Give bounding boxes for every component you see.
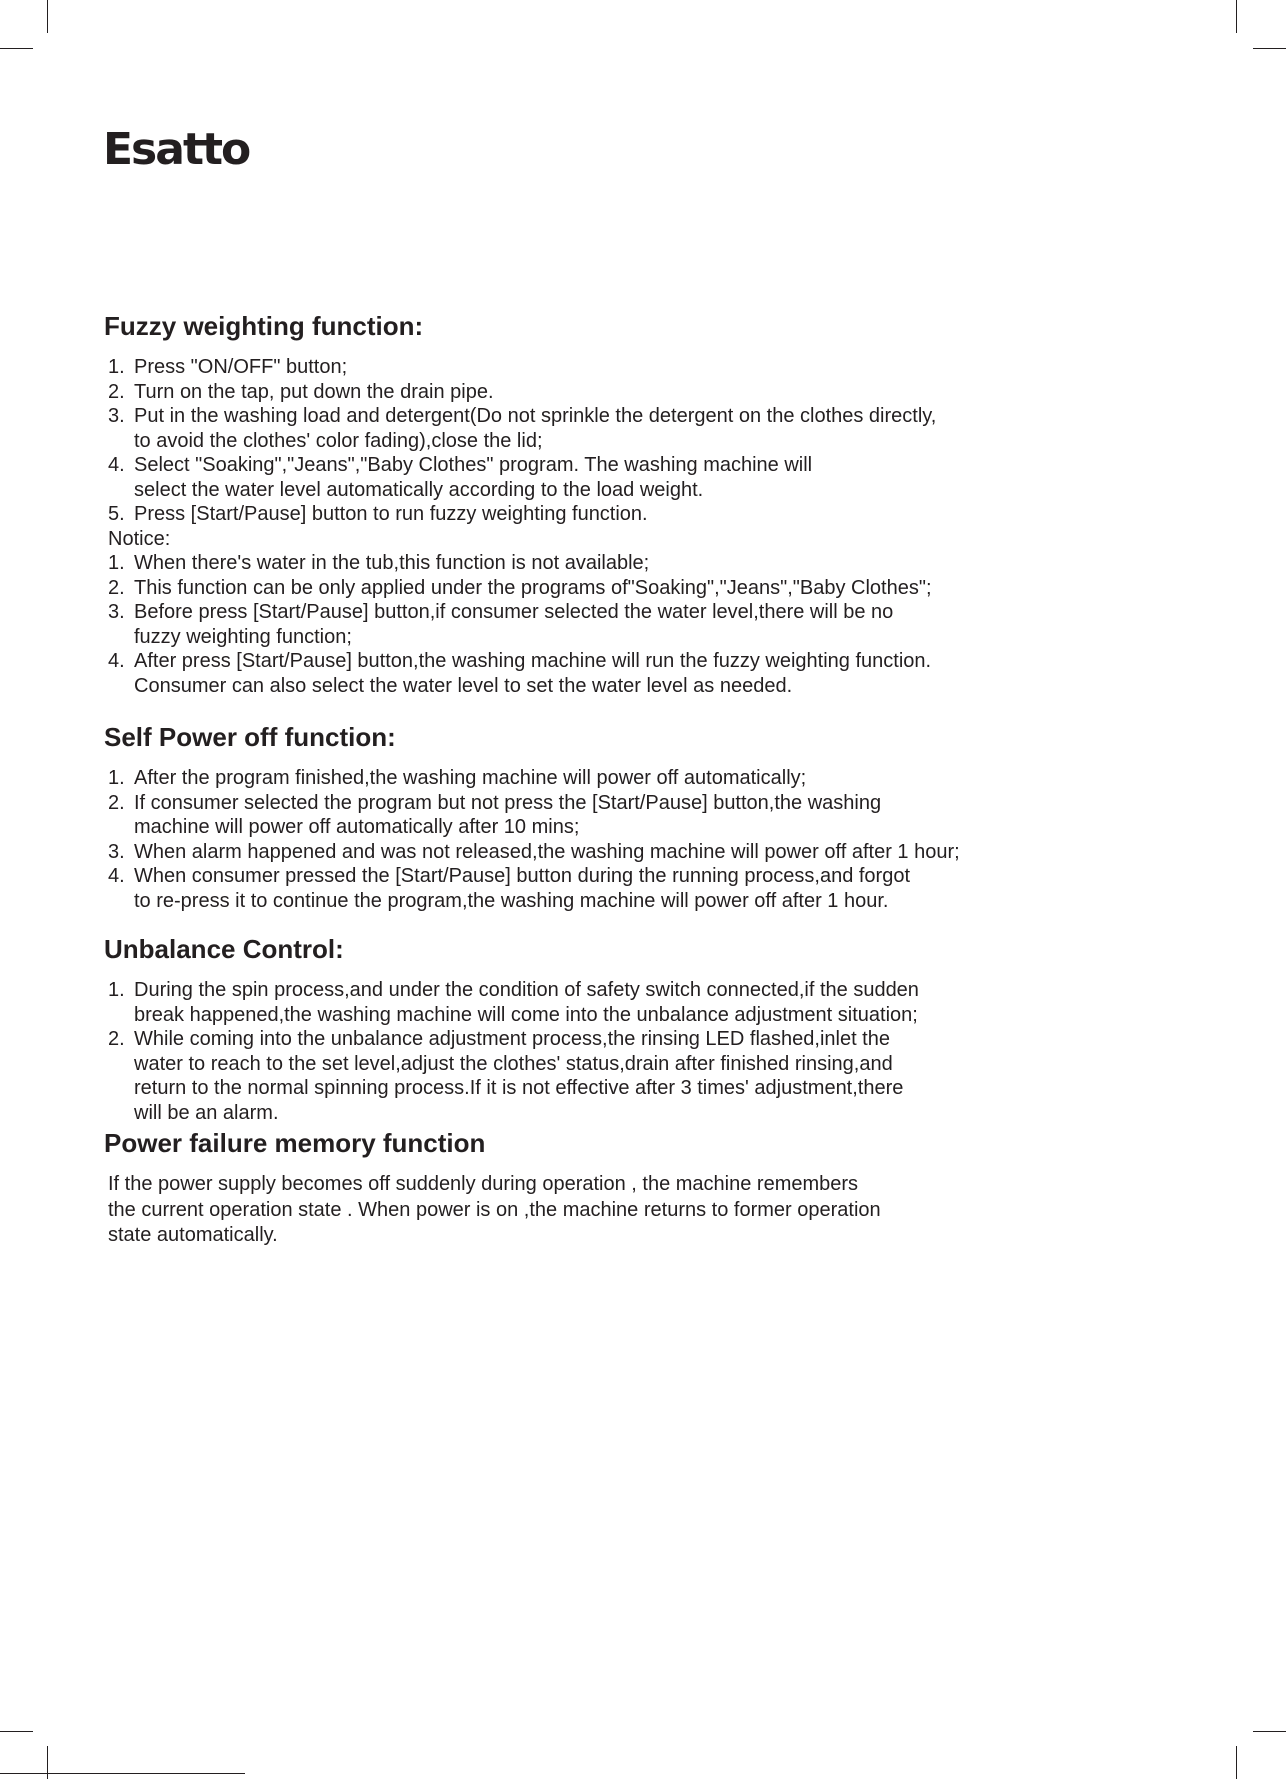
list-item	[108, 600, 1054, 649]
item-text-line: to avoid the clothes' color fading),close the lid;	[134, 429, 543, 452]
instruction-list	[104, 766, 1054, 913]
item-text-line: Consumer can also select the water level to set the water level as needed.	[134, 674, 793, 697]
crop-mark	[1236, 1746, 1237, 1779]
paragraph-line: state automatically.	[108, 1224, 278, 1246]
item-text-line: When there's water in the tub,this function is not available;	[134, 552, 650, 574]
item-text-line: return to the normal spinning process.If it is not effective after 3 times' adjustment,there	[134, 1077, 904, 1099]
item-text-line: Press "ON/OFF" button;	[134, 356, 348, 378]
list-item	[108, 380, 1054, 405]
item-number: 4.	[108, 865, 125, 887]
list-item	[108, 453, 1054, 502]
section-title: Self Power off function:	[104, 722, 396, 752]
item-text-line: machine will power off automatically after 10 mins;	[134, 816, 580, 838]
item-text-line: Turn on the tap, put down the drain pipe.	[134, 380, 494, 403]
section-fuzzy-weighting	[104, 311, 1054, 698]
item-number: 3.	[108, 840, 125, 863]
list-item	[108, 576, 1054, 601]
crop-mark	[1253, 48, 1286, 49]
list-item	[108, 840, 1054, 865]
item-text-line: Press [Start/Pause] button to run fuzzy weighting function.	[134, 503, 648, 525]
item-number: 2.	[108, 380, 125, 403]
list-item	[108, 404, 1054, 453]
item-text-line: While coming into the unbalance adjustment process,the rinsing LED flashed,inlet the	[134, 1028, 890, 1050]
section-title: Unbalance Control:	[104, 934, 344, 964]
item-text-line: Before press [Start/Pause] button,if consumer selected the water level,there will be no	[134, 601, 894, 623]
item-text-line: When consumer pressed the [Start/Pause] button during the running process,and forgot	[134, 865, 911, 887]
item-text-line: During the spin process,and under the condition of safety switch connected,if the sudden	[134, 979, 919, 1001]
crop-mark	[47, 0, 48, 33]
section-unbalance-control	[104, 934, 1054, 1125]
item-text-line: break happened,the washing machine will come into the unbalance adjustment situation;	[134, 1003, 918, 1026]
crop-mark	[0, 48, 33, 49]
item-text-line: will be an alarm.	[134, 1101, 279, 1124]
item-number: 5.	[108, 503, 125, 525]
section-self-power-off	[104, 722, 1054, 913]
list-item	[108, 791, 1054, 840]
list-item	[108, 649, 1054, 698]
notice-label	[108, 527, 1054, 552]
item-text-line: select the water level automatically according to the load weight.	[134, 478, 704, 501]
list-item	[108, 978, 1054, 1027]
instruction-list	[104, 355, 1054, 698]
item-number: 1.	[108, 552, 125, 574]
item-text-line: This function can be only applied under the programs of"Soaking","Jeans","Baby Clothes";	[134, 576, 932, 599]
crop-mark	[0, 1731, 33, 1732]
item-number: 3.	[108, 405, 125, 427]
crop-mark	[47, 1746, 48, 1779]
list-item	[108, 864, 1054, 913]
list-item	[108, 766, 1054, 791]
list-item	[108, 551, 1054, 576]
item-text-line: After the program finished,the washing machine will power off automatically;	[134, 767, 807, 789]
item-number: 2.	[108, 576, 125, 599]
item-text-line: to re-press it to continue the program,the washing machine will power off after 1 hour.	[134, 889, 889, 912]
section-title: Power failure memory function	[104, 1128, 486, 1158]
footer-rule	[0, 1773, 245, 1774]
item-text-line: When alarm happened and was not released,the washing machine will power off after 1 hour;	[134, 840, 960, 863]
crop-mark	[1236, 0, 1237, 33]
item-text-line: Select "Soaking","Jeans","Baby Clothes" program. The washing machine will	[134, 454, 813, 476]
list-item	[108, 502, 1054, 527]
item-number: 2.	[108, 1028, 125, 1050]
crop-mark	[1253, 1731, 1286, 1732]
item-text-line: Notice:	[108, 527, 171, 550]
item-number: 1.	[108, 767, 125, 789]
item-number: 1.	[108, 979, 125, 1001]
item-number: 1.	[108, 356, 125, 378]
item-text-line: After press [Start/Pause] button,the washing machine will run the fuzzy weighting function.	[134, 650, 932, 672]
item-text-line: fuzzy weighting function;	[134, 625, 352, 648]
instruction-list	[104, 978, 1054, 1125]
item-number: 4.	[108, 650, 125, 672]
item-number: 3.	[108, 601, 125, 623]
item-number: 2.	[108, 791, 125, 814]
item-text-line: water to reach to the set level,adjust the clothes' status,drain after finished rinsing,and	[134, 1052, 893, 1075]
section-title: Fuzzy weighting function:	[104, 311, 424, 341]
paragraph-line: the current operation state . When power is on ,the machine returns to former operation	[108, 1198, 881, 1221]
brand-logo: Esatto	[103, 124, 250, 175]
list-item	[108, 1027, 1054, 1125]
item-number: 4.	[108, 454, 125, 476]
list-item	[108, 355, 1054, 380]
item-text-line: If consumer selected the program but not press the [Start/Pause] button,the washing	[134, 791, 882, 814]
item-text-line: Put in the washing load and detergent(Do not sprinkle the detergent on the clothes directly,	[134, 405, 937, 427]
paragraph-line: If the power supply becomes off suddenly during operation , the machine remembers	[108, 1173, 859, 1195]
section-power-failure-memory	[104, 1128, 1054, 1249]
